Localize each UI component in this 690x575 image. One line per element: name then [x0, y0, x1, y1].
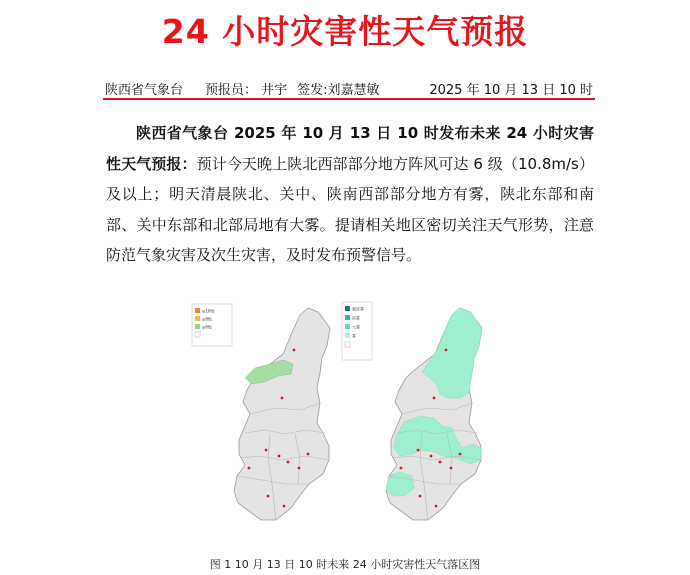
wind-legend-swatch-3 — [195, 324, 200, 329]
wind-legend-label-1: ≥10级 — [202, 308, 215, 314]
fog-legend-label-3: 大雾 — [352, 324, 360, 330]
signer: 签发:刘嘉慧敏 — [297, 82, 380, 98]
fog-legend — [342, 302, 372, 360]
forecast-lead: 陕西省气象台 2025 年 10 月 13 日 10 时发布未来 24 小时灾害性天气预报： — [106, 124, 594, 173]
wind-legend-swatch-2 — [195, 316, 200, 321]
wind-legend-swatch-none — [195, 332, 200, 337]
forecast-paragraph — [106, 118, 594, 271]
fog-legend-swatch-2 — [345, 315, 350, 320]
fog-legend-label-4: 雾 — [352, 333, 356, 339]
forecast-maps — [190, 298, 520, 523]
wind-legend-label-2: ≥8级 — [202, 316, 212, 322]
wind-legend — [192, 304, 232, 346]
issue-date: 2025 年 10 月 13 日 10 时 — [429, 82, 593, 98]
fog-legend-swatch-3 — [345, 324, 350, 329]
bulletin-meta — [105, 78, 593, 98]
forecaster: 预报员： 井宇 — [205, 82, 288, 98]
fog-legend-swatch-1 — [345, 306, 350, 311]
issuing-org: 陕西省气象台 — [105, 82, 184, 98]
forecast-text: 预计今天晚上陕北西部部分地方阵风可达 6 级（10.8m/s）及以上；明天清晨陕北、关中、陕南西部部分地方有雾，陕北东部和南部、关中东部和北部局地有大雾。提请相关地区密切关注天气形势，注意防范气象灾害及次生灾害，及时发布预警信号。 — [106, 154, 594, 264]
fog-map — [342, 302, 482, 520]
wind-map — [192, 304, 330, 520]
fog-legend-label-1: 强浓雾 — [352, 306, 364, 312]
header-divider — [103, 98, 595, 100]
forecast-body — [106, 118, 594, 271]
fog-legend-swatch-none — [345, 342, 350, 347]
wind-legend-swatch-1 — [195, 308, 200, 313]
maps-svg — [190, 298, 520, 523]
wind-map-shape — [234, 308, 330, 520]
figure-caption: 图 1 10 月 13 日 10 时未来 24 小时灾害性天气落区图 — [209, 558, 481, 571]
fog-legend-swatch-4 — [345, 333, 350, 338]
fog-legend-label-2: 浓雾 — [352, 315, 360, 321]
wind-legend-label-3: ≥6级 — [202, 324, 212, 330]
page-title: 24 小时灾害性天气预报 — [161, 12, 529, 51]
